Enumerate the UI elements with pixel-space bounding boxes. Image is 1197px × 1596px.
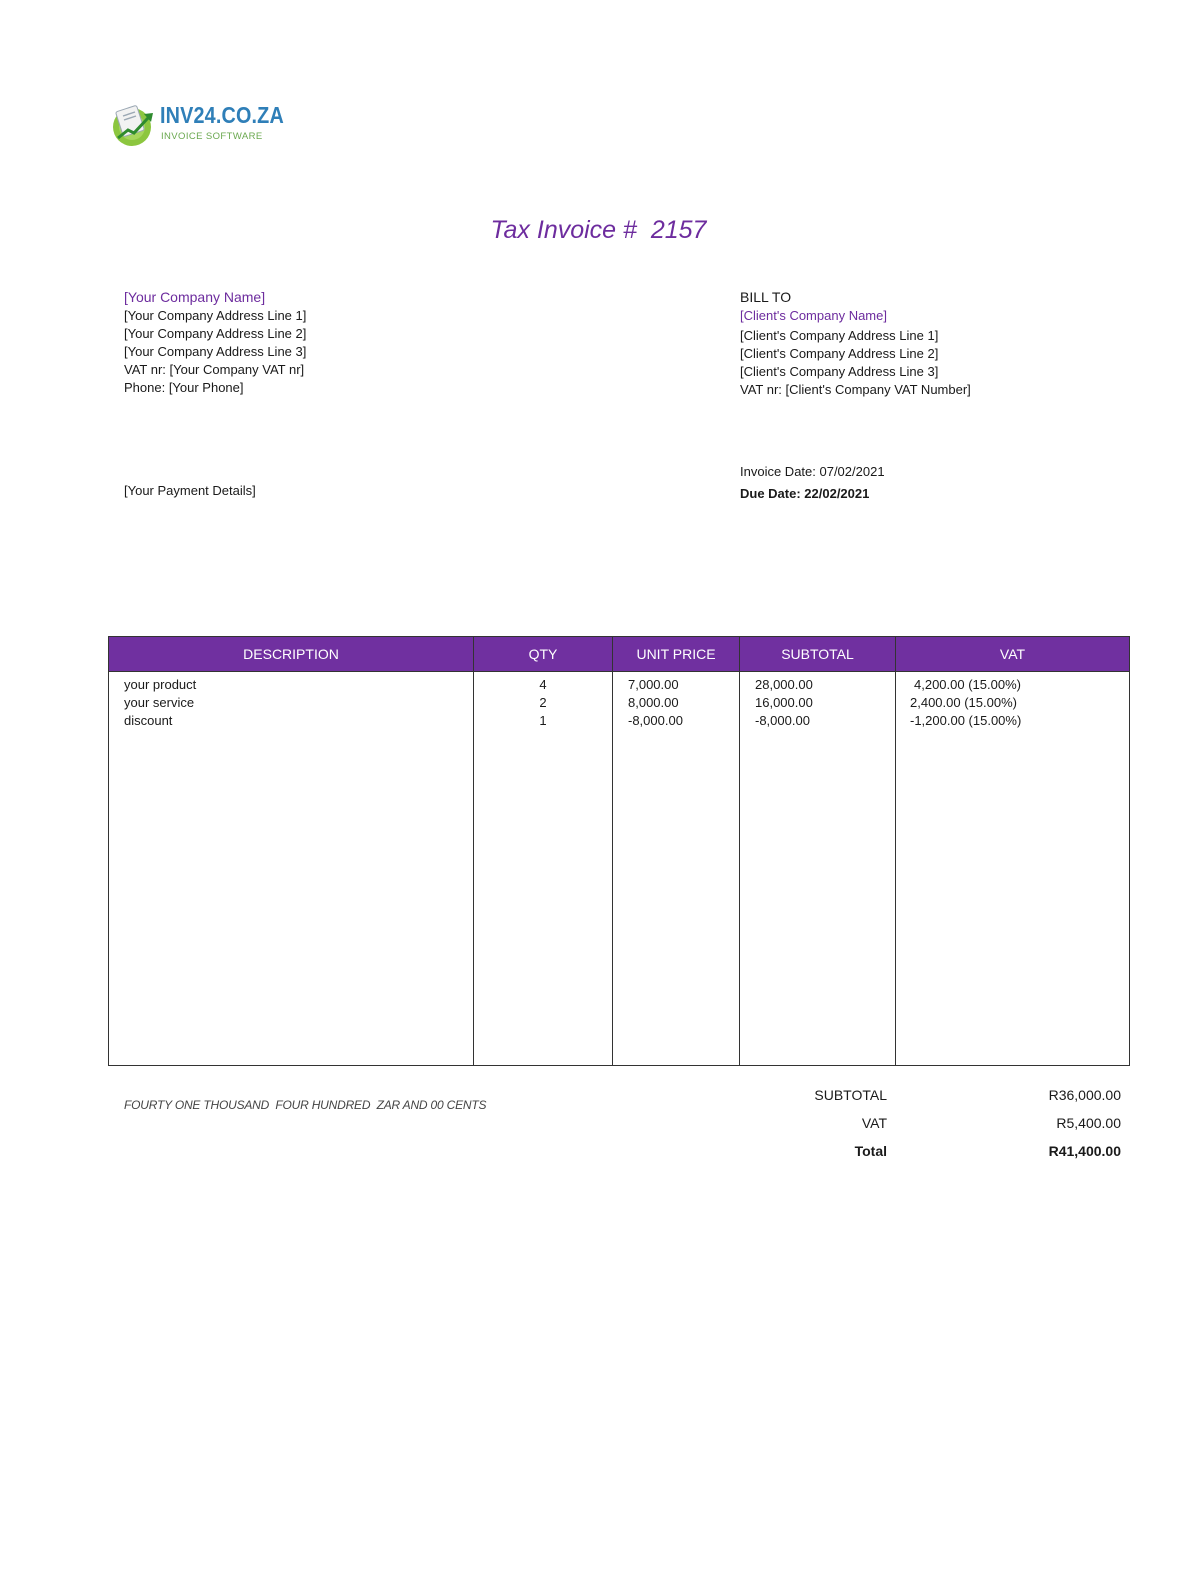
client-address-line: [Client's Company Address Line 2] xyxy=(740,346,939,361)
row-subtotal: 28,000.00 xyxy=(755,677,813,692)
header-unit-price: UNIT PRICE xyxy=(636,646,716,662)
seller-vat-number: VAT nr: [Your Company VAT nr] xyxy=(124,362,305,377)
row-subtotal: 16,000.00 xyxy=(755,695,813,710)
header-vat: VAT xyxy=(999,646,1026,662)
invoice-date: Invoice Date: 07/02/2021 xyxy=(740,464,885,479)
seller-address-line: [Your Company Address Line 2] xyxy=(124,326,307,341)
table-row xyxy=(109,694,1129,712)
seller-address-line: [Your Company Address Line 1] xyxy=(124,308,307,323)
row-subtotal: -8,000.00 xyxy=(755,713,810,728)
seller-phone: Phone: [Your Phone] xyxy=(124,380,244,395)
client-vat-number: VAT nr: [Client's Company VAT Number] xyxy=(740,382,971,397)
row-qty: 2 xyxy=(539,695,547,710)
amount-in-words: FOURTY ONE THOUSAND FOUR HUNDRED ZAR AND 00 CENTS xyxy=(124,1098,487,1112)
vat-total-value: R5,400.00 xyxy=(1056,1115,1121,1131)
header-qty: QTY xyxy=(528,646,558,662)
row-description: discount xyxy=(124,713,173,728)
row-vat: 2,400.00 (15.00%) xyxy=(910,695,1017,710)
bill-to-heading: BILL TO xyxy=(740,289,792,305)
payment-details: [Your Payment Details] xyxy=(124,483,256,498)
row-unit-price: -8,000.00 xyxy=(628,713,683,728)
grand-total-label: Total xyxy=(854,1143,887,1159)
table-row xyxy=(109,712,1129,730)
due-date: Due Date: 22/02/2021 xyxy=(740,486,870,501)
row-vat: -1,200.00 (15.00%) xyxy=(910,713,1022,728)
subtotal-label: SUBTOTAL xyxy=(814,1087,887,1103)
logo-brand: INV24.CO.ZA xyxy=(160,102,284,128)
bill-to-block xyxy=(740,288,971,399)
vat-total-label: VAT xyxy=(861,1115,887,1131)
client-company-name: [Client's Company Name] xyxy=(740,308,887,323)
client-address-line: [Client's Company Address Line 1] xyxy=(740,328,939,343)
logo-tagline: INVOICE SOFTWARE xyxy=(161,131,263,142)
row-unit-price: 7,000.00 xyxy=(628,677,679,692)
header-subtotal: SUBTOTAL xyxy=(781,646,854,662)
table-row xyxy=(109,676,1129,694)
seller-company-name: [Your Company Name] xyxy=(124,289,266,305)
row-qty: 1 xyxy=(539,713,547,728)
row-vat: 4,200.00 (15.00%) xyxy=(914,677,1021,692)
header-description: DESCRIPTION xyxy=(243,646,339,662)
seller-address-block xyxy=(124,288,306,397)
row-description: your product xyxy=(124,677,197,692)
row-unit-price: 8,000.00 xyxy=(628,695,679,710)
logo-chart-icon xyxy=(110,100,158,148)
client-address-line: [Client's Company Address Line 3] xyxy=(740,364,939,379)
row-description: your service xyxy=(124,695,195,710)
grand-total-value: R41,400.00 xyxy=(1048,1143,1121,1159)
invoice-dates xyxy=(740,461,885,505)
company-logo xyxy=(110,100,284,148)
line-items-table xyxy=(108,636,1130,1066)
subtotal-value: R36,000.00 xyxy=(1048,1087,1121,1103)
row-qty: 4 xyxy=(539,677,547,692)
seller-address-line: [Your Company Address Line 3] xyxy=(124,344,307,359)
invoice-title: Tax Invoice # 2157 xyxy=(490,216,707,244)
